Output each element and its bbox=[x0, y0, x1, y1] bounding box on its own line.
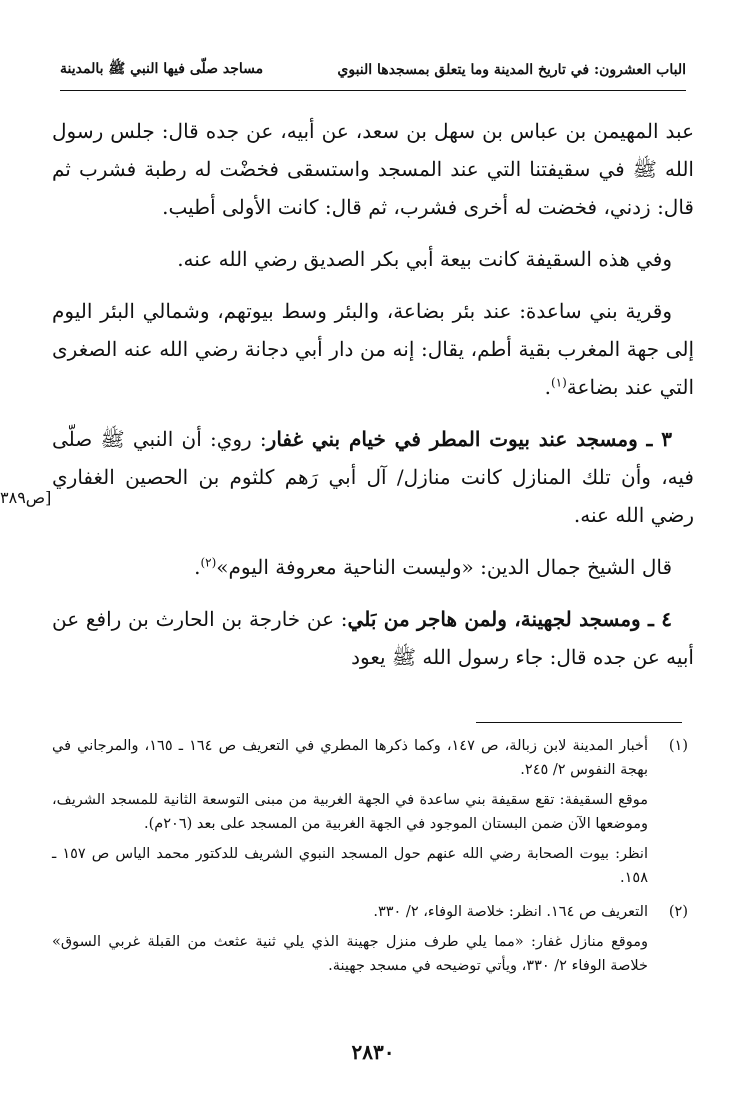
paragraph-5-text: قال الشيخ جمال الدين: «وليست الناحية معروفة اليوم» bbox=[216, 555, 672, 579]
paragraph-2: وفي هذه السقيفة كانت بيعة أبي بكر الصديق رضي الله عنه. bbox=[177, 247, 672, 271]
footnote-2 bbox=[52, 900, 688, 984]
footnote-number: (٢) bbox=[668, 904, 688, 920]
header-divider bbox=[60, 90, 686, 91]
running-header bbox=[60, 58, 686, 82]
footnote-ref-2: (٢) bbox=[200, 555, 217, 570]
footnotes bbox=[52, 734, 688, 988]
paragraph-6 bbox=[52, 600, 694, 676]
footnote-ref-1: (١) bbox=[550, 375, 567, 390]
paragraph-4 bbox=[52, 420, 694, 534]
footnote-divider bbox=[476, 722, 682, 723]
paragraph-1: عبد المهيمن بن عباس بن سهل بن سعد، عن أبيه، عن جده قال: جلس رسول الله ﷺ في سقيفتنا التي عند المسجد واستسقى فخضْت له رطبة فشرب ثم قال: زدني، فخضت له أخرى فشرب، ثم قال: كانت الأولى أطيب. bbox=[52, 119, 694, 219]
paragraph-3-end: . bbox=[544, 375, 551, 399]
paragraph-4-text: : روي: أن النبي ﷺ صلّى فيه، وأن تلك المنازل كانت منازل/ آل أبي رَهم كلثوم بن الحصين الغفاري رضي الله عنه. bbox=[52, 427, 694, 527]
mosque-4-heading: ٤ ـ ومسجد لجهينة، ولمن هاجر من بَلي bbox=[347, 607, 672, 631]
footnote-paragraph: التعريف ص ١٦٤. انظر: خلاصة الوفاء، ٢/ ٣٣٠. bbox=[373, 904, 648, 920]
paragraph-3-text: وقرية بني ساعدة: عند بئر بضاعة، والبئر وسط بيوتهم، وشمالي البئر اليوم إلى جهة المغرب بقية أطم، يقال: إنه من دار أبي دجانة رضي الله عنه الصغرى التي عند بضاعة bbox=[52, 299, 694, 399]
paragraph-3 bbox=[52, 292, 694, 406]
footnote-paragraph: موقع السقيفة: تقع سقيفة بني ساعدة في الجهة الغربية من مبنى التوسعة الثانية للمسجد الشريف، وموضعها الآن ضمن البستان الموجود في الجهة الغربية من المسجد على بعد (٢٠٦م). bbox=[52, 792, 648, 832]
footnote-1 bbox=[52, 734, 688, 896]
footnote-body bbox=[52, 734, 648, 896]
footnote-paragraph: وموقع منازل غفار: «مما يلي طرف منزل جهينة الذي يلي ثنية عثعث من القبلة غربي السوق» خلاصة الوفاء ٢/ ٣٣٠، ويأتي توضيحه في مسجد جهينة. bbox=[52, 934, 648, 974]
paragraph-5 bbox=[52, 548, 694, 586]
marginal-page-ref: [ص٣٨٩ bbox=[0, 488, 52, 507]
footnote-number: (١) bbox=[668, 738, 688, 754]
mosque-3-heading: ٣ ـ ومسجد عند بيوت المطر في خيام بني غفار bbox=[266, 427, 673, 451]
footnote-paragraph: انظر: بيوت الصحابة رضي الله عنهم حول المسجد النبوي الشريف للدكتور محمد الياس ص ١٥٧ ـ ١٥٨. bbox=[52, 846, 648, 886]
footnote-body bbox=[52, 900, 648, 984]
page-number: ٢٨٣٠ bbox=[351, 1040, 395, 1064]
paragraph-6-text: : عن خارجة بن الحارث بن رافع عن أبيه عن جده قال: جاء رسول الله ﷺ يعود bbox=[52, 607, 694, 669]
header-chapter-title: الباب العشرون: في تاريخ المدينة وما يتعلق بمسجدها النبوي bbox=[337, 62, 686, 78]
footnote-paragraph: أخبار المدينة لابن زبالة، ص ١٤٧، وكما ذكرها المطري في التعريف ص ١٦٤ ـ ١٦٥، والمرجاني في بهجة النفوس ٢/ ٢٤٥. bbox=[52, 738, 649, 778]
header-section-title: مساجد صلّى فيها النبي ﷺ بالمدينة bbox=[60, 61, 264, 77]
main-text bbox=[52, 112, 694, 690]
paragraph-5-end: . bbox=[194, 555, 201, 579]
